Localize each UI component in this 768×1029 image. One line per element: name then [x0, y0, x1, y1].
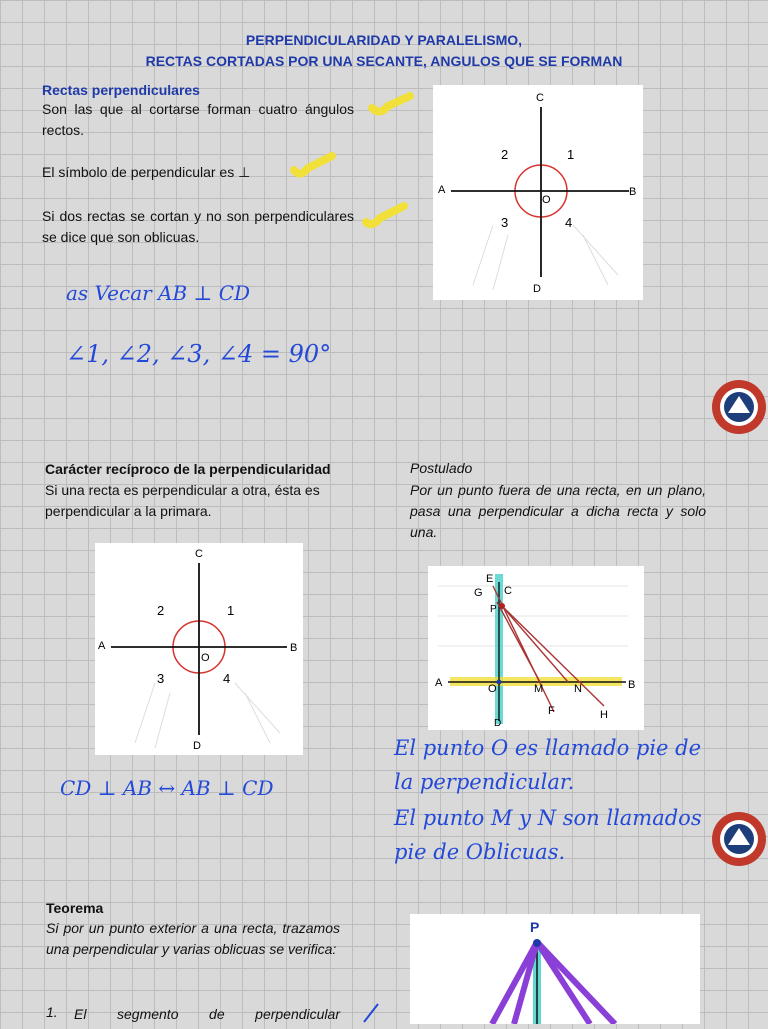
paragraph-definition: Son las que al cortarse forman cuatro ángulos rectos.: [42, 101, 354, 138]
postulado-heading: Postulado: [410, 460, 473, 476]
label-b: B: [628, 679, 636, 691]
paragraph-reciproco: Si una recta es perpendicular a otra, ésta es perpendicular a la primara.: [45, 482, 320, 519]
label-c: C: [504, 585, 512, 597]
perpendicular-lines-figure: [433, 85, 643, 300]
label-p: P: [530, 919, 540, 935]
label-a: A: [435, 677, 443, 689]
reciprocal-perpendicular-figure: [95, 543, 303, 755]
section-heading-reciproco: Carácter recíproco de la perpendicularidad: [45, 461, 331, 477]
label-g: G: [474, 587, 483, 599]
label-a: A: [98, 640, 106, 652]
handwritten-reciprocal-notation: CD ⊥ AB ↔ AB ⊥ CD: [60, 776, 274, 800]
label-d: D: [193, 740, 201, 752]
label-angle-2: 2: [501, 147, 509, 162]
label-d: D: [494, 718, 502, 729]
handwritten-pie-line3: El punto M y N son llamados: [394, 806, 702, 830]
postulado-text: Por un punto fuera de una recta, en un plano, pasa una perpendicular a dicha recta y solo una.: [410, 482, 706, 540]
label-c: C: [536, 92, 544, 104]
label-angle-3: 3: [157, 671, 165, 686]
pen-mark-icon: [360, 1000, 384, 1024]
label-angle-1: 1: [227, 603, 235, 618]
label-b: B: [629, 186, 637, 198]
handwritten-pie-line1: El punto O es llamado pie de: [394, 736, 702, 760]
handwritten-angles: ∠1, ∠2, ∠3, ∠4 = 90°: [66, 340, 332, 368]
paragraph-symbol: El símbolo de perpendicular es ⊥: [42, 164, 251, 180]
page-title-line1: PERPENDICULARIDAD Y PARALELISMO,: [245, 32, 523, 48]
check-mark-icon: [366, 92, 416, 122]
label-d: D: [533, 283, 541, 295]
teorema-figure: [410, 914, 700, 1024]
handwritten-notation-1: as Vecar AB ⊥ CD: [66, 281, 251, 305]
teorema-item-number: 1.: [46, 1004, 58, 1020]
label-angle-4: 4: [223, 671, 231, 686]
university-logo: [710, 378, 768, 436]
label-angle-3: 3: [501, 215, 509, 230]
label-angle-1: 1: [567, 147, 575, 162]
paragraph-oblicuas: Si dos rectas se cortan y no son perpendiculares se dice que son oblicuas.: [42, 208, 354, 245]
handwritten-pie-line4: pie de Oblicuas.: [394, 840, 566, 864]
label-a: A: [438, 184, 446, 196]
label-o: O: [201, 652, 210, 664]
label-e: E: [486, 573, 494, 585]
label-m: M: [534, 683, 544, 695]
label-f: F: [548, 705, 555, 717]
postulado-figure: [428, 566, 644, 730]
label-p: P: [490, 604, 497, 615]
label-b: B: [290, 642, 298, 654]
check-mark-icon: [360, 200, 410, 234]
label-angle-2: 2: [157, 603, 165, 618]
label-angle-4: 4: [565, 215, 573, 230]
handwritten-pie-line2: la perpendicular.: [394, 770, 575, 794]
teorema-text: Si por un punto exterior a una recta, trazamos una perpendicular y varias oblicuas se verifica:: [46, 920, 340, 957]
teorema-heading: Teorema: [46, 900, 104, 916]
teorema-item-text: El segmento de perpendicular: [74, 1006, 340, 1022]
university-logo: [710, 810, 768, 868]
label-o: O: [488, 683, 497, 695]
page-title-line2: RECTAS CORTADAS POR UNA SECANTE, ANGULOS QUE SE FORMAN: [145, 53, 623, 69]
label-h: H: [600, 709, 608, 721]
section-heading-perpendiculares: Rectas perpendiculares: [42, 82, 200, 98]
label-o: O: [542, 194, 551, 206]
label-c: C: [195, 548, 203, 560]
check-mark-icon: [288, 152, 338, 182]
label-n: N: [574, 683, 582, 695]
